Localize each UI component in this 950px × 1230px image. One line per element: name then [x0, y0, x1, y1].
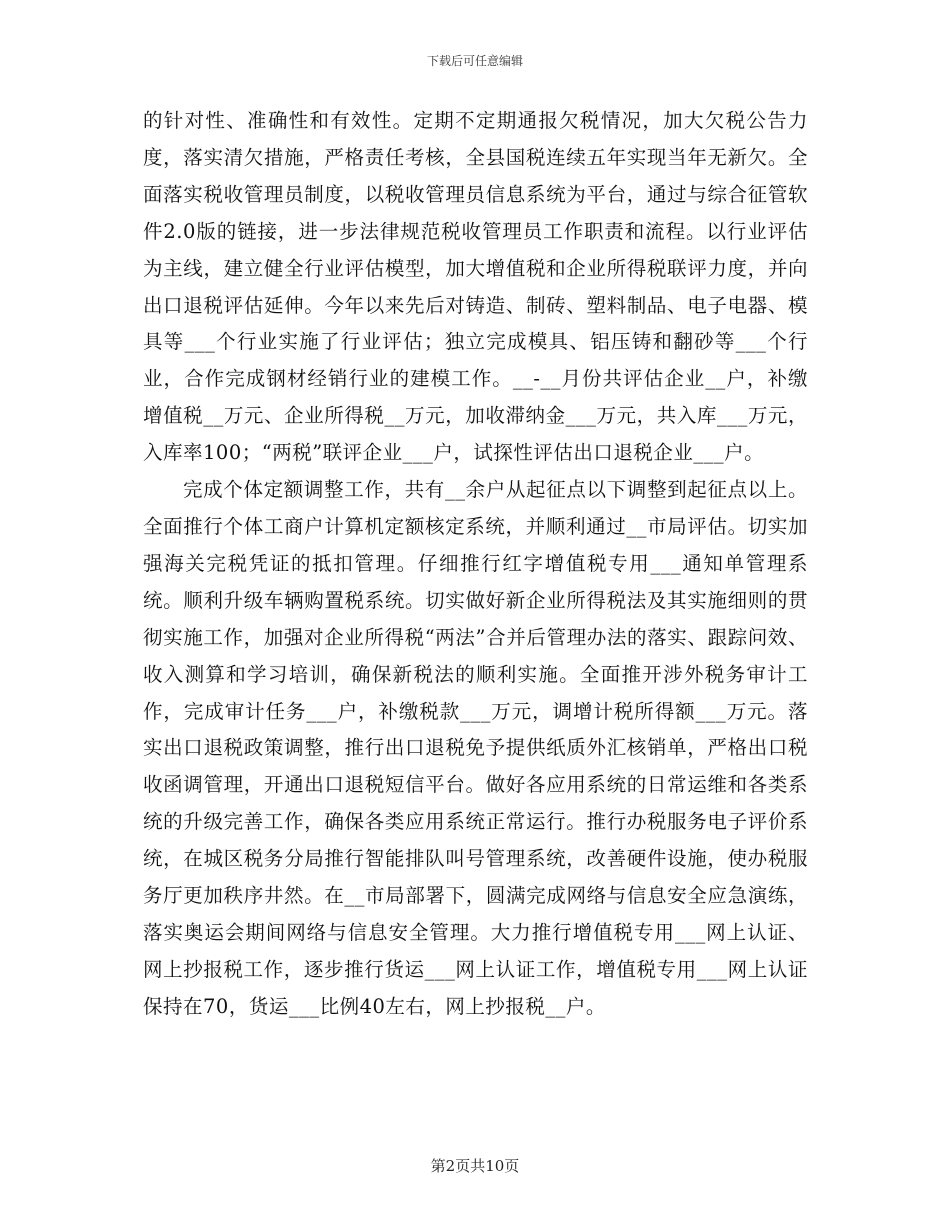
paragraph-continuation: 的针对性、准确性和有效性。定期不定期通报欠税情况，加大欠税公告力度，落实清欠措施，严格责任考核，全县国税连续五年实现当年无新欠。全面落实税收管理员制度，以税收管理员信息系统为平台，通过与综合征管软件2.0版的链接，进一步法律规范税收管理员工作职责和流程。以行业评估为主线，建立健全行业评估模型，加大增值税和企业所得税联评力度，并向出口退税评估延伸。今年以来先后对铸造、制砖、塑料制品、电子电器、模具等___个行业实施了行业评估；独立完成模具、铝压铸和翻砂等___个行业，合作完成钢材经销行业的建模工作。__-__月份共评估企业__户，补缴增值税__万元、企业所得税__万元，加收滞纳金___万元，共入库___万元，入库率100；“两税”联评企业___户，试探性评估出口退税企业___户。: [143, 109, 808, 465]
paragraph: 完成个体定额调整工作，共有__余户从起征点以下调整到起征点以上。全面推行个体工商户计算机定额核定系统，并顺利通过__市局评估。切实加强海关完税凭证的抵扣管理。仔细推行红字增值税专用___通知单管理系统。顺利升级车辆购置税系统。切实做好新企业所得税法及其实施细则的贯彻实施工作，加强对企业所得税“两法”合并后管理办法的落实、跟踪问效、收入测算和学习培训，确保新税法的顺利实施。全面推开涉外税务审计工作，完成审计任务___户，补缴税款___万元，调增计税所得额___万元。落实出口退税政策调整，推行出口退税免予提供纸质外汇核销单，严格出口税收函调管理，开通出口退税短信平台。做好各应用系统的日常运维和各类系统的升级完善工作，确保各类应用系统正常运行。推行办税服务电子评价系统，在城区税务分局推行智能排队叫号管理系统，改善硬件设施，使办税服务厅更加秩序井然。在__市局部署下，圆满完成网络与信息安全应急演练，落实奥运会期间网络与信息安全管理。大力推行增值税专用___网上认证、网上抄报税工作，逐步推行货运___网上认证工作，增值税专用___网上认证保持在70，货运___比例40左右，网上抄报税__户。: [143, 478, 808, 1018]
document-body: [143, 103, 808, 1026]
page-header: 下载后可任意编辑: [426, 54, 523, 68]
page-number: 第2页共10页: [430, 1157, 520, 1175]
